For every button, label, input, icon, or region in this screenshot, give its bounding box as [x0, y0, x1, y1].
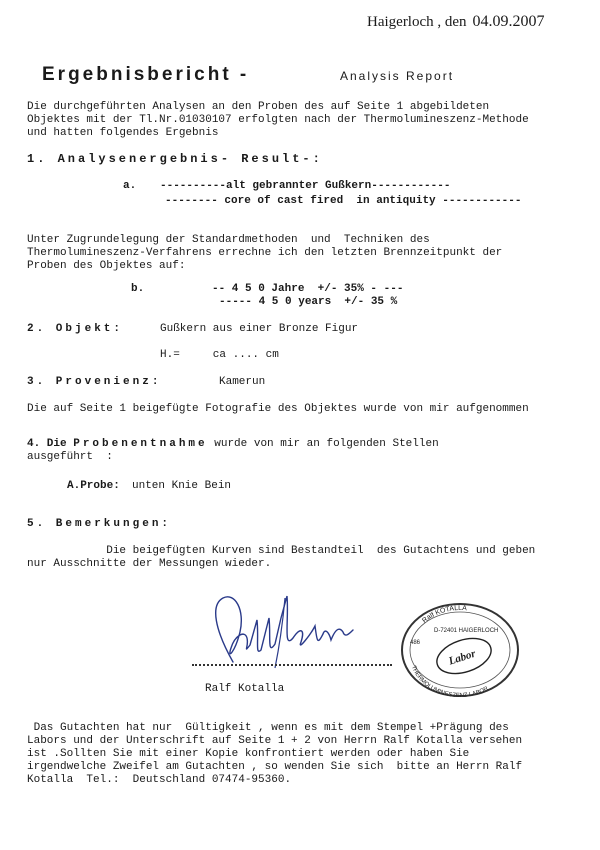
section4-heading [27, 438, 439, 451]
footer-line-3: ist .Sollten Sie mit einer Kopie konfrontiert werden oder haben Sie [27, 748, 470, 760]
intro-line-3: und hatten folgendes Ergebnis [27, 127, 219, 139]
section4-line-2: ausgeführt : [27, 451, 113, 463]
footer-line-5: Kotalla Tel.: Deutschland 07474-95360. [27, 774, 292, 786]
paragraph2-line-1: Unter Zugrundelegung der Standardmethoden und Techniken des [27, 234, 430, 246]
object-value: Gußkern aus einer Bronze Figur [160, 323, 359, 335]
section4-heading-rest: wurde von mir an folgenden Stellen [214, 438, 439, 450]
result-a-line-1: ----------alt gebrannter Gußkern------------ [160, 180, 451, 192]
lab-stamp [398, 600, 523, 700]
section2-heading: 2. Objekt: [27, 323, 124, 335]
signature-line [192, 664, 392, 666]
result-b-line-1: -- 4 5 0 Jahre +/- 35% - --- [212, 283, 404, 295]
handwritten-signature [205, 590, 365, 675]
provenance-value: Kamerun [219, 376, 266, 388]
paragraph2-line-3: Proben des Objektes auf: [27, 260, 186, 272]
stamp-center-text: Labor [447, 647, 478, 668]
footer-line-4: irgendwelche Zweifel am Gutachten , so wenden Sie sich bitte an Herrn Ralf [27, 761, 523, 773]
date-text: 04.09.2007 [472, 13, 545, 30]
stamp-name: Ralf KOTALLA [421, 604, 468, 625]
stamp-lab: THERMOLUMINESZENZ LABOR [409, 664, 490, 700]
section4-heading-prefix: 4. Die [27, 438, 67, 450]
stamp-number: 486 [410, 640, 421, 646]
section3-heading: 3. Provenienz: [27, 376, 162, 388]
probe-label: A.Probe: [67, 480, 120, 492]
intro-line-1: Die durchgeführten Analysen an den Proben des auf Seite 1 abgebildeten [27, 101, 490, 113]
result-a-line-2: -------- core of cast fired in antiquity ------------ [165, 195, 522, 207]
photo-note: Die auf Seite 1 beigefügte Fotografie des Objektes wurde von mir aufgenommen [27, 403, 529, 415]
intro-line-2: Objektes mit der Tl.Nr.01030107 erfolgten nach der Thermolumineszenz-Methode [27, 114, 529, 126]
probe-value: unten Knie Bein [132, 480, 232, 492]
paragraph2-line-2: Thermolumineszenz-Verfahrens errechne ich den letzten Brennzeitpunkt der [27, 247, 503, 259]
footer-line-2: Labors und der Unterschrift auf Seite 1 + 2 von Herrn Ralf Kotalla versehen [27, 735, 523, 747]
section5-heading: 5. Bemerkungen: [27, 518, 172, 530]
footer-line-1: Das Gutachten hat nur Gültigkeit , wenn es mit dem Stempel +Prägung des [27, 722, 509, 734]
remarks-line-2: nur Ausschnitte der Messungen wieder. [27, 558, 272, 570]
section1-heading: 1. Analysenergebnis- Result-: [27, 152, 323, 166]
place-text: Haigerloch , den [367, 14, 467, 30]
page-subtitle: Analysis Report [340, 69, 455, 83]
section4-heading-spaced: Probenentnahme [73, 438, 208, 450]
signer-name: Ralf Kotalla [205, 683, 285, 695]
remarks-line-1: Die beigefügten Kurven sind Bestandteil des Gutachtens und geben [27, 545, 536, 557]
stamp-address: D-72401 HAIGERLOCH [434, 628, 499, 634]
result-b-label: b. [131, 283, 145, 295]
result-b-line-2: ----- 4 5 0 years +/- 35 % [219, 296, 398, 308]
header-date-line [367, 13, 545, 31]
result-a-label: a. [123, 180, 137, 192]
object-height: H.= ca .... cm [160, 349, 279, 361]
page-title: Ergebnisbericht - [42, 64, 250, 85]
